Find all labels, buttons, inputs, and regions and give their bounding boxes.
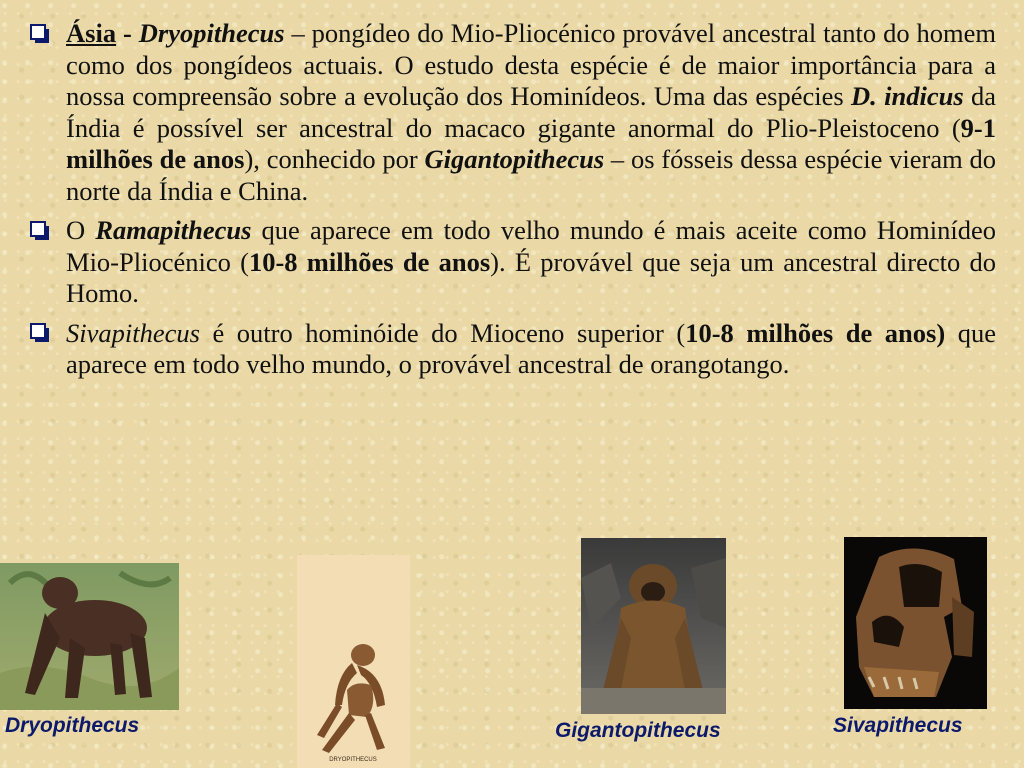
bullet-text (66, 18, 996, 207)
bullet-item (30, 18, 996, 207)
dryopithecus-drawing (297, 555, 410, 768)
dryopithecus-caption: Dryopithecus (5, 714, 140, 737)
gigantopithecus-model-icon (581, 538, 726, 714)
gigantopithecus-photo (581, 538, 726, 714)
bullet-text (66, 318, 996, 381)
slide-body (30, 18, 996, 389)
text-run: é outro hominóide do Mioceno superior ( (199, 317, 686, 348)
hollow-square-bullet-icon (30, 18, 66, 49)
text-run: Dryopithecus (138, 18, 285, 48)
sketch-label: DRYOPITHECUS (329, 757, 377, 763)
hollow-square-bullet-icon (30, 215, 66, 246)
text-run: – pongídeo do Mio-Pliocénico provável ancestral tanto do homem como dos pongídeos actuais. O estudo desta espécie é de maior importância para a nossa compreensão sobre a evolução dos Hominídeos. Uma das espécies (66, 18, 996, 111)
text-run: O (66, 215, 96, 245)
text-run: Gigantopithecus (424, 144, 605, 174)
bullet-item (30, 215, 996, 310)
gigantopithecus-caption: Gigantopithecus (555, 719, 721, 742)
text-run: – os fósseis dessa espécie vieram do norte da Índia e China. (66, 144, 996, 206)
text-run: que aparece em todo velho mundo é mais aceite como Hominídeo Mio-Pliocénico ( (66, 215, 996, 277)
dryopithecus-photo (0, 563, 179, 710)
sivapithecus-skull-icon (844, 537, 987, 709)
bullet-text (66, 215, 996, 310)
text-run: 10-8 milhões de anos (248, 246, 491, 277)
dryopithecus-illustration-icon (0, 563, 179, 710)
text-run: Sivapithecus (66, 317, 200, 348)
text-run: 10-8 milhões de anos) (685, 317, 946, 348)
sivapithecus-photo (844, 537, 987, 709)
text-run: 9-1 milhões de anos (66, 112, 996, 174)
hollow-square-bullet-icon (30, 318, 66, 349)
text-run: D. indicus (851, 81, 964, 111)
text-run: da Índia é possível ser ancestral do macaco gigante anormal do Plio-Pleistoceno ( (66, 81, 997, 143)
text-run: ). É provável que seja um ancestral directo do Homo. (66, 246, 996, 308)
text-run: - (116, 18, 139, 48)
text-run: Ramapithecus (95, 215, 252, 245)
sivapithecus-caption: Sivapithecus (833, 714, 963, 737)
text-run: Ásia (66, 18, 117, 48)
text-run: que aparece em todo velho mundo, o provável ancestral de orangotango. (66, 317, 996, 379)
text-run: ), conhecido por (244, 144, 425, 174)
bullet-item (30, 318, 996, 381)
